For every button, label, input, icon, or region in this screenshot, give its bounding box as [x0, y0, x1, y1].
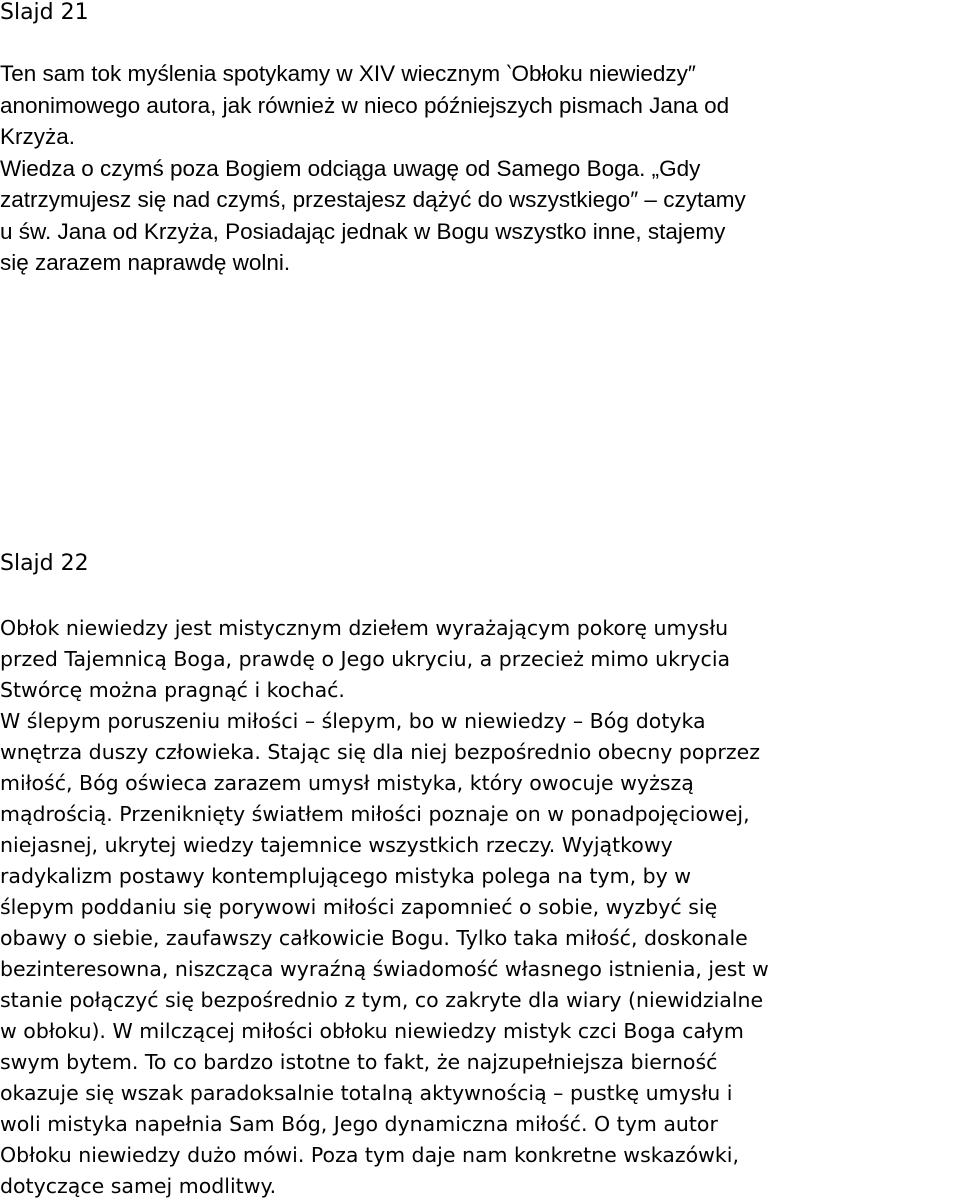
text-line: anonimowego autora, jak również w nieco późniejszych pismach Jana od	[0, 92, 730, 118]
text-line: okazuje się wszak paradoksalnie totalną aktywnością – pustkę umysłu i	[0, 1081, 733, 1105]
text-line: dotyczące samej modlitwy.	[0, 1174, 277, 1198]
text-line: obawy o siebie, zaufawszy całkowicie Bogu. Tylko taka miłość, doskonale	[0, 926, 748, 950]
text-line: Ten sam tok myślenia spotykamy w XIV wiecznym ‵Obłoku niewiedzy″	[0, 61, 696, 86]
text-line: miłość, Bóg oświeca zarazem umysł mistyka, który owocuje wyższą	[0, 771, 694, 795]
text-line: niejasnej, ukrytej wiedzy tajemnice wszystkich rzeczy. Wyjątkowy	[0, 833, 673, 857]
slide-21-body	[0, 58, 746, 279]
text-line: woli mistyka napełnia Sam Bóg, Jego dynamiczna miłość. O tym autor	[0, 1112, 718, 1136]
text-line: radykalizm postawy kontemplującego mistyka polega na tym, by w	[0, 864, 692, 888]
text-line: mądrością. Przeniknięty światłem miłości poznaje on w ponadpojęciowej,	[0, 802, 750, 826]
text-line: Wiedza o czymś poza Bogiem odciąga uwagę od Samego Boga. „Gdy	[0, 155, 701, 181]
text-line: się zarazem naprawdę wolni.	[0, 250, 291, 275]
text-line: swym bytem. To co bardzo istotne to fakt, że najzupełniejsza bierność	[0, 1050, 718, 1074]
slide-22-heading: Slajd 22	[0, 551, 89, 576]
text-line: wnętrza duszy człowieka. Stając się dla niej bezpośrednio obecny poprzez	[0, 740, 760, 764]
slide-22-body	[0, 613, 769, 1202]
text-line: stanie połączyć się bezpośrednio z tym, co zakryte dla wiary (niewidzialne	[0, 988, 764, 1012]
text-line: zatrzymujesz się nad czymś, przestajesz dążyć do wszystkiego″ – czytamy	[0, 187, 746, 212]
text-line: ślepym poddaniu się porywowi miłości zapomnieć o sobie, wyzbyć się	[0, 895, 718, 919]
slide-21-heading: Slajd 21	[0, 0, 89, 25]
text-line: Obłoku niewiedzy dużo mówi. Poza tym daje nam konkretne wskazówki,	[0, 1143, 739, 1167]
text-line: bezinteresowna, niszcząca wyraźną świadomość własnego istnienia, jest w	[0, 957, 769, 981]
text-line: w obłoku). W milczącej miłości obłoku niewiedzy mistyk czci Boga całym	[0, 1019, 744, 1043]
text-line: Obłok niewiedzy jest mistycznym dziełem wyrażającym pokorę umysłu	[0, 616, 729, 640]
text-line: przed Tajemnicą Boga, prawdę o Jego ukryciu, a przecież mimo ukrycia	[0, 647, 731, 671]
text-line: u św. Jana od Krzyża, Posiadając jednak w Bogu wszystko inne, stajemy	[0, 218, 726, 244]
text-line: Stwórcę można pragnąć i kochać.	[0, 678, 345, 702]
text-line: Krzyża.	[0, 124, 76, 149]
text-line: W ślepym poruszeniu miłości – ślepym, bo w niewiedzy – Bóg dotyka	[0, 709, 706, 733]
